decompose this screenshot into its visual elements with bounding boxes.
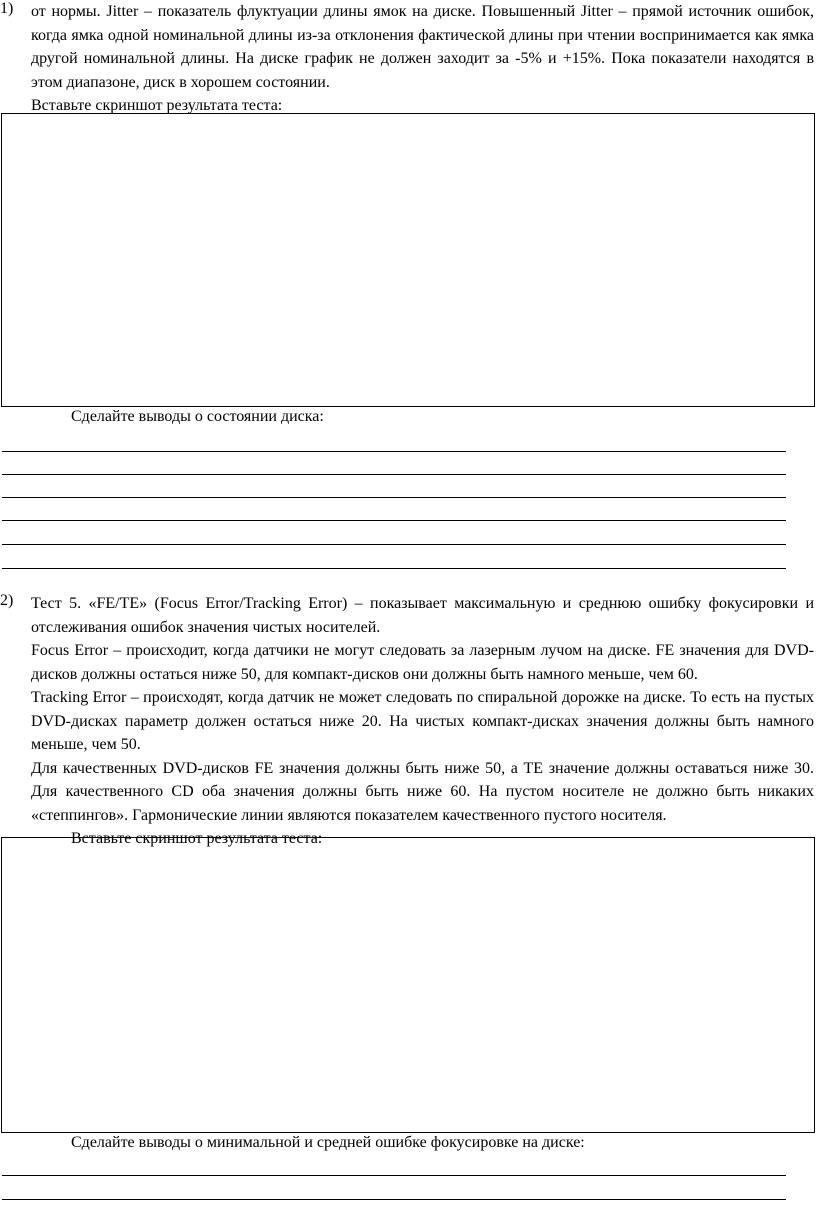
answer-line[interactable] (2, 497, 786, 498)
answer-line[interactable] (2, 568, 786, 569)
answer-line[interactable] (2, 1175, 786, 1176)
list-number: 1) (0, 0, 14, 17)
conclusion-label: Сделайте выводы о минимальной и средней ошибке фокусировке на диске: (71, 1134, 585, 1151)
answer-line[interactable] (2, 1199, 786, 1200)
conclusion-label: Сделайте выводы о состоянии диска: (71, 408, 324, 425)
tracking-error-paragraph: Tracking Error – происходят, когда датчик не может следовать по спиральной дорожке на диске. То есть на пустых DVD-дисках параметр должен остаться ниже 20. На чистых компакт-дисках значения должны быть намного меньше, чем 50. (31, 689, 814, 753)
answer-line[interactable] (2, 544, 786, 545)
fe-te-intro-paragraph: Тест 5. «FE/TE» (Focus Error/Tracking Error) – показывает максимальную и среднюю ошибку фокусировки и отслеживания ошибок значения чистых носителей. (31, 595, 814, 636)
jitter-paragraph: от нормы. Jitter – показатель флуктуации длины ямок на диске. Повышенный Jitter – прямой источник ошибок, когда ямка одной номинальной длины из-за отклонения фактической длины при чтении воспринимается как ямка другой номинальной длины. На диске график не должен заходит за -5% и +15%. Пока показатели находятся в этом диапазоне, диск в хорошем состоянии. (31, 3, 814, 91)
answer-line[interactable] (2, 451, 786, 452)
answer-line[interactable] (2, 520, 786, 521)
screenshot-placeholder-box[interactable] (1, 837, 815, 1133)
list-number: 2) (0, 592, 14, 609)
answer-line[interactable] (2, 474, 786, 475)
focus-error-paragraph: Focus Error – происходит, когда датчики не могут следовать за лазерным лучом на диске. FE значения для DVD-дисков должны остаться ниже 50, для компакт-дисков они должны быть намного меньше, чем 60. (31, 642, 814, 683)
quality-criteria-paragraph: Для качественных DVD-дисков FE значения должны быть ниже 50, а TE значение должны оставаться ниже 30. Для качественного CD оба значения должны быть ниже 60. На пустом носителе не должно быть никаких «степпингов». Гармонические линии являются показателем качественного пустого носителя. (31, 759, 814, 824)
screenshot-placeholder-box[interactable] (1, 113, 815, 407)
screenshot-label: Вставьте скриншот результата теста: (71, 830, 323, 847)
screenshot-label: Вставьте скриншот результата теста: (31, 97, 283, 114)
